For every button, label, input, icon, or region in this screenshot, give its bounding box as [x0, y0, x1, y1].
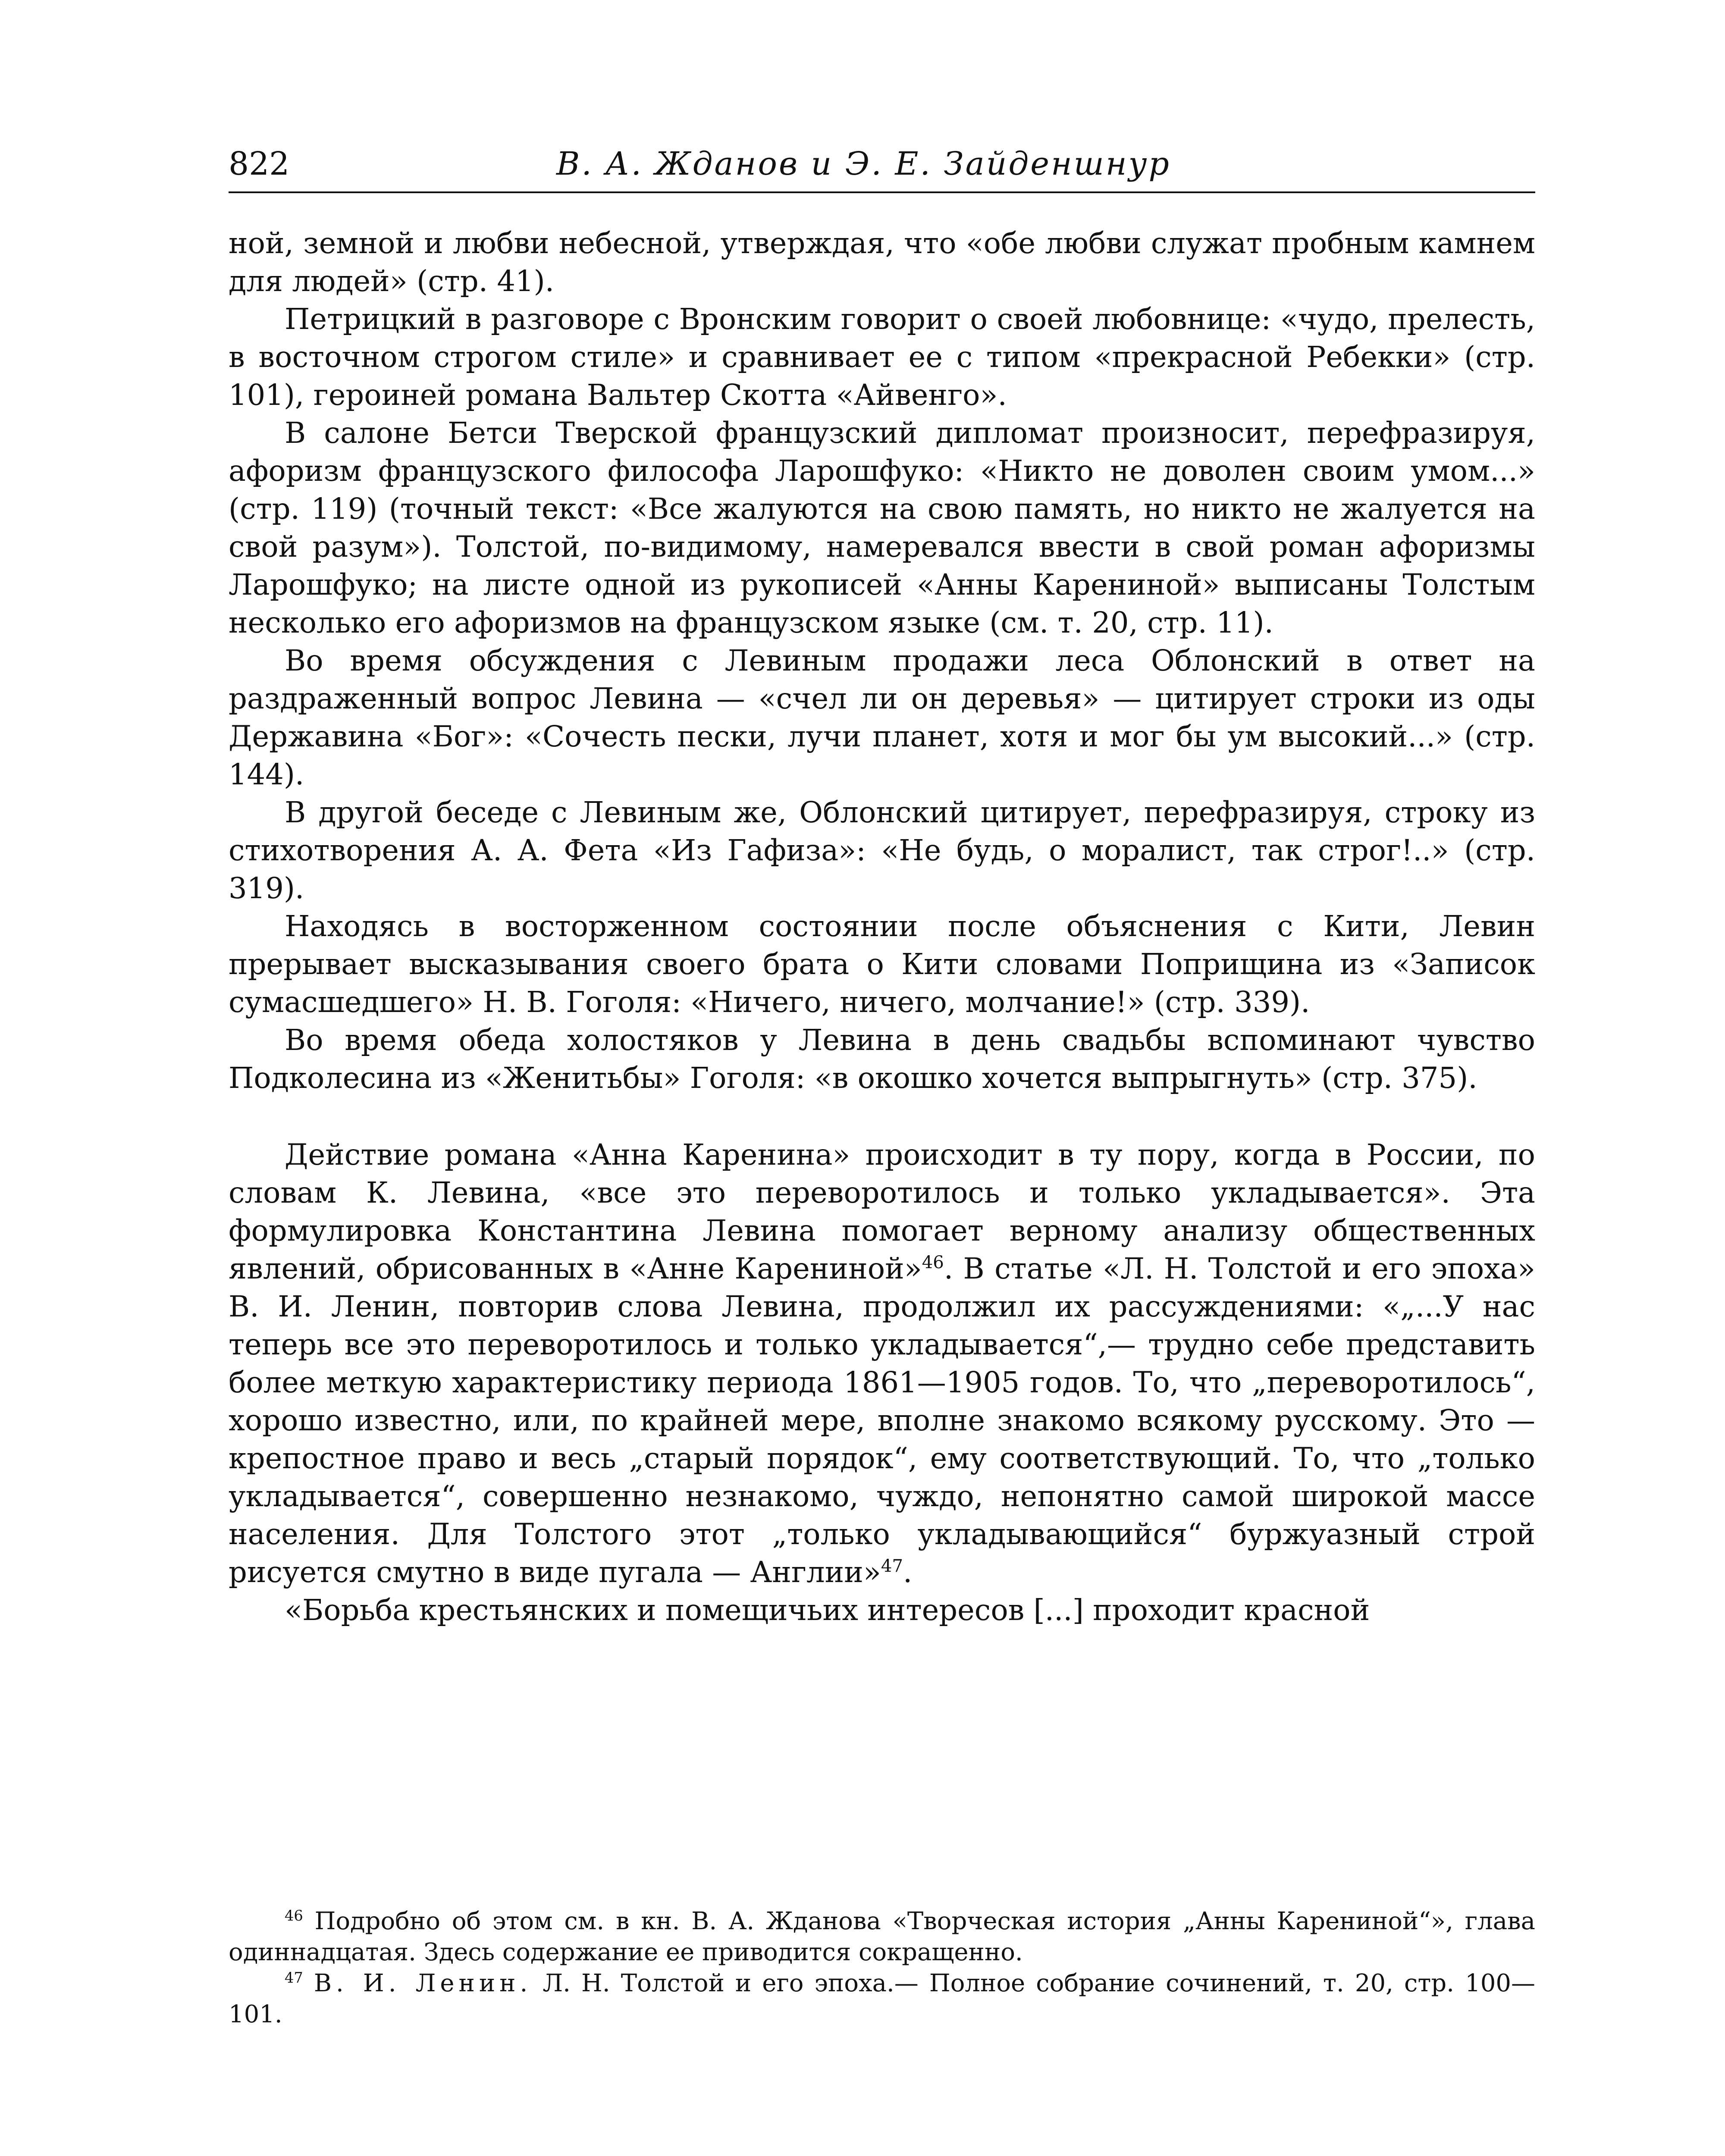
footnotes — [229, 1906, 1535, 2030]
footnote-text: Подробно об этом см. в кн. В. А. Жданова «Творческая история „Анны Карениной“», глава одиннадцатая. Здесь содержание ее приводится сокращенно. — [229, 1907, 1535, 1966]
paragraph: ной, земной и любви небесной, утверждая, что «обе любви служат пробным камнем для людей» (стр. 41). — [229, 226, 1535, 298]
paragraph: В другой беседе с Левиным же, Облонский цитирует, перефразируя, строку из стихотворения А. А. Фета «Из Гафиза»: «Не будь, о моралист, так строг!..» (стр. 319). — [229, 796, 1535, 905]
section-gap — [229, 1097, 1535, 1136]
paragraph: В салоне Бетси Тверской французский дипломат произносит, перефразируя, афоризм французского философа Ларошфуко: «Никто не доволен своим умом...» (стр. 119) (точный текст: «Все жалуются на свою память, но никто не жалуется на свой разум»). Толстой, по-видимому, намеревался ввести в свой роман афоризмы Ларошфуко; на листе одной из рукописей «Анны Карениной» выписаны Толстым несколько его афоризмов на французском языке (см. т. 20, стр. 11). — [229, 416, 1535, 639]
paragraph-text: . — [903, 1555, 913, 1589]
footnote-ref: 46 — [922, 1252, 944, 1272]
paragraph: Находясь в восторженном состоянии после объяснения с Кити, Левин прерывает высказывания своего брата о Кити словами Поприщина из «Записок сумасшедшего» Н. В. Гоголя: «Ничего, ничего, молчание!» (стр. 339). — [229, 909, 1535, 1019]
main-text — [229, 224, 1535, 1629]
paragraph: Петрицкий в разговоре с Вронским говорит о своей любовнице: «чудо, прелесть, в восточном строгом стиле» и сравнивает ее с типом «прекрасной Ребекки» (стр. 101), героиней романа Вальтер Скотта «Айвенго». — [229, 302, 1535, 412]
paragraph: Во время обеда холостяков у Левина в день свадьбы вспоминают чувство Подколесина из «Женитьбы» Гоголя: «в окошко хочется выпрыгнуть» (стр. 375). — [229, 1023, 1535, 1095]
paragraph: «Борьба крестьянских и помещичьих интересов [...] проходит красной — [285, 1593, 1370, 1627]
page-header — [229, 142, 1535, 190]
running-head: В. А. Жданов и Э. Е. Зайденшнур — [556, 145, 1171, 182]
page-number: 822 — [229, 145, 290, 182]
footnote-ref: 47 — [881, 1556, 903, 1576]
paragraph — [229, 1136, 1535, 1591]
footnote-mark: 47 — [285, 1969, 303, 1986]
paragraph: Во время обсуждения с Левиным продажи леса Облонский в ответ на раздраженный вопрос Левина — «счел ли он деревья» — цитирует строки из оды Державина «Бог»: «Сочесть пески, лучи планет, хотя и мог бы ум высокий...» (стр. 144). — [229, 644, 1535, 791]
footnote — [229, 1968, 1535, 2030]
footnote-author: В. И. Ленин. — [314, 1969, 532, 1997]
footnote-mark: 46 — [285, 1907, 303, 1924]
footnote — [229, 1906, 1535, 1968]
paragraph-text: . В статье «Л. Н. Толстой и его эпоха» В. И. Ленин, повторив слова Левина, продолжил их рассуждениями: «„...У нас теперь все это переворотилось и только укладывается“,— трудно себе представить более меткую характеристику периода 1861—1905 годов. То, что „переворотилось“, хорошо известно, или, по крайней мере, вполне знакомо всякому русскому. Это — крепостное право и весь „старый порядок“, ему соответствующий. То, что „только укладывается“, совершенно незнакомо, чуждо, непонятно самой широкой массе населения. Для Толстого этот „только укладывающийся“ буржуазный строй рисуется смутно в виде пугала — Англии» — [229, 1252, 1535, 1589]
paragraph-text: Действие романа «Анна Каренина» происходит в ту пору, когда в России, по словам К. Левина, «все это переворотилось и только укладывается». Эта формулировка Константина Левина помогает верному анализу общественных явлений, обрисованных в «Анне Карениной» — [229, 1138, 1535, 1285]
footnote-text: Л. Н. Толстой и его эпоха.— Полное собрание сочинений, т. 20, стр. 100—101. — [229, 1969, 1535, 2028]
header-rule — [229, 191, 1535, 193]
